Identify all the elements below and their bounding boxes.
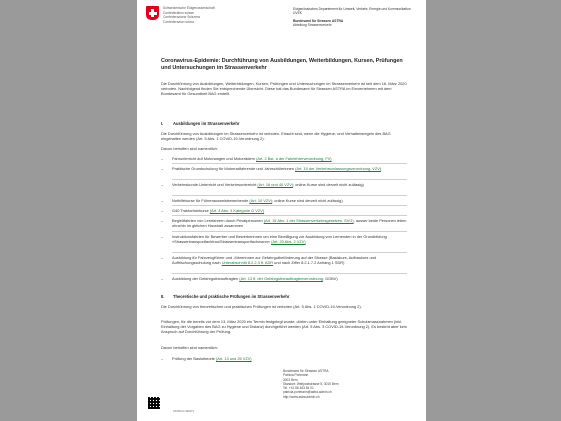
document-page <box>137 0 426 421</box>
section-2-paragraph-2: Prüfungen, für die bereits vor dem 13. März 2020 ein Termin festgelegt wurde, dürfen unter Einhaltung geeigneter Schutzmassnahmen (inkl. Einhaltung der Vorgaben des BAG zu Hygiene und Distanz) durchgeführt werden (Art. 5 Abs. 3 COVID-19-Verordnung 2). Es besteht aber kein Anspruch auf Durchführung der Prüfung. <box>161 319 407 335</box>
list-item: – Praktische Grundschulung für Motorradfahrende und -fahrschülerinnen (Art. 19 der Verkehrszulassungsverordnung, VZV) <box>161 166 382 171</box>
legal-reference-link[interactable]: Unterabschnitt 8.2.2.3 ff. ADR <box>221 260 274 266</box>
legal-reference-link[interactable]: (Art. 2 Bst. a der Fahrlehrerverordnung, FV) <box>256 156 332 161</box>
division-name: Abteilung Strassenverkehr <box>293 23 332 28</box>
document-reference: ASTRA-D-393473 <box>173 410 194 413</box>
legal-reference-link[interactable]: (Art. 20 Abs. 2 VZV) <box>271 239 306 245</box>
legal-reference-link[interactable]: (Art. 15 Abs. 1 der Strassenverkehrsgesetzes, SVG) <box>263 218 354 223</box>
department-name: Eidgenössisches Departement für Umwelt, Verkehr, Energie und Kommunikation UVEK <box>293 7 411 16</box>
divider <box>172 215 407 216</box>
list-item: – Fahrunterricht auf Motorwagen und Motorrädern (Art. 2 Bst. a der Fahrlehrerverordnung, FV) <box>161 156 332 161</box>
divider <box>172 252 407 253</box>
list-item: – Nothilfekurse für Führerausweisbewerbende (Art. 10 VZV); online Kurse sind derzeit nicht zulässig) <box>161 198 343 203</box>
legal-reference-link[interactable]: (Art. 18 und 40 VZV) <box>257 182 294 187</box>
divider <box>172 163 407 164</box>
divider <box>172 179 407 180</box>
legal-reference-link[interactable]: (Art. 13 ff. der Gefahrgutbeauftragtenverordnung <box>239 276 323 281</box>
divider <box>172 195 407 196</box>
document-title: Coronavirus-Epidemie: Durchführung von Ausbildungen, Weiterbildungen, Kursen, Prüfungen und Untersuchungen im Strassenverkehr <box>161 58 403 71</box>
list-item: – G40 Traktorfahrkurse (Art. 4 Abs. 3 Kategorie G VZV) <box>161 208 265 213</box>
legal-reference-link[interactable]: (Art. 10 VZV) <box>249 198 273 203</box>
list-item: – Instruktionsfahrten für Bewerber und Bewerberinnen um eine Bewilligung zur Ausbildung von Lernenden in der Grundbildung «Strassentransportfachfrau/Strassentransportfachmann» (Art. 20 Abs. 2 VZV) <box>161 234 387 245</box>
office-name: Bundesamt für Strassen ASTRA <box>293 18 344 23</box>
list-item: – Verkehrskunde-Unterricht und Verkehrsunterricht (Art. 18 und 40 VZV); online-Kurse sind derzeit nicht zulässig) <box>161 182 364 187</box>
divider <box>172 231 407 232</box>
divider <box>172 205 407 206</box>
section-1-paragraph: Die Durchführung von Ausbildungen im Strassenverkehr ist verboten. Erlaubt sind, wenn die Hygiene- und Verhaltensregeln des BAG eingehalten werden (Art. 5 Abs. 1 COVID-19-Verordnung 2): <box>161 131 391 142</box>
legal-reference-link[interactable]: (Art. 4 Abs. 3 Kategorie G VZV) <box>209 208 265 213</box>
section-2-heading: II. Theoretische und praktische Prüfungen im Strassenverkehr <box>161 294 290 299</box>
list-item: – Ausbildung für Fahrzeugführer und -führerinnen zur Gefahrgutbeförderung auf der Strasse (Basiskurs, Aufbaukurs und Auffrischungsschulung nach Unterabschnitt 8.2.2.3 ff. ADR und nach Ziffer 8.2.1.7.2 Anhang 1 SDR) <box>161 255 376 266</box>
list-item: – Ausbildung der Gefahrgutbeauftragten (Art. 13 ff. der Gefahrgutbeauftragtenverordnung, GGBV) <box>161 276 338 281</box>
divider <box>172 273 407 274</box>
intro-paragraph: Die Durchführung von Ausbildungen, Weiterbildungen, Kursen, Prüfungen und Untersuchungen im Strassenverkehr ist seit dem 16. März 2020 verboten. Nachfolgend finden Sie entsprechende Übersicht. Diese hat das Bundesamt für Strassen ASTRA im Einvernehmen mit dem Bundesamt für Gesundheit BAG erstellt. <box>161 81 407 97</box>
list-item: – Prüfung der Basistheorie (Art. 13 und 26 VZV) <box>161 356 252 361</box>
list-item: – Begleitfahrten von Lernfahrern durch Privatpersonen (Art. 15 Abs. 1 der Strassenverkehrsgesetzes, SVG), ausser beide Personen leben ohnehin im gleichen Haushalt zusammen <box>161 218 407 229</box>
federation-name: Schweizerische Eidgenossenschaft Confédération suisse Confederazione Svizzera Confederaziun svizra <box>163 6 215 24</box>
legal-reference-link[interactable]: (Art. 13 und 26 VZV) <box>215 356 252 361</box>
legal-reference-link[interactable]: (Art. 19 der Verkehrszulassungsverordnung, VZV) <box>295 166 382 171</box>
section-1-heading: I. Ausbildungen im Strassenverkehr <box>161 121 240 126</box>
section-1-subheading: Davon betroffen sind namentlich: <box>161 146 218 151</box>
contact-footer: Bundesamt für Strassen ASTRA Patricia Portmann 3003 Bern Standort: Weltpoststrasse 5, 3015 Bern Tel. +41 58 463 54 01 patricia.portmann@astra.admin.ch http://www.astra.admin.ch <box>283 369 339 399</box>
swiss-cross-logo <box>146 6 159 20</box>
section-2-subheading: Davon betroffen sind namentlich: <box>161 345 218 350</box>
department-block <box>293 7 418 28</box>
qr-code <box>148 397 160 409</box>
section-2-paragraph: Die Durchführung von theoretischen und praktischen Prüfungen ist verboten (Art. 5 Abs. 1 COVID-19-Verordnung 2). <box>161 304 362 309</box>
